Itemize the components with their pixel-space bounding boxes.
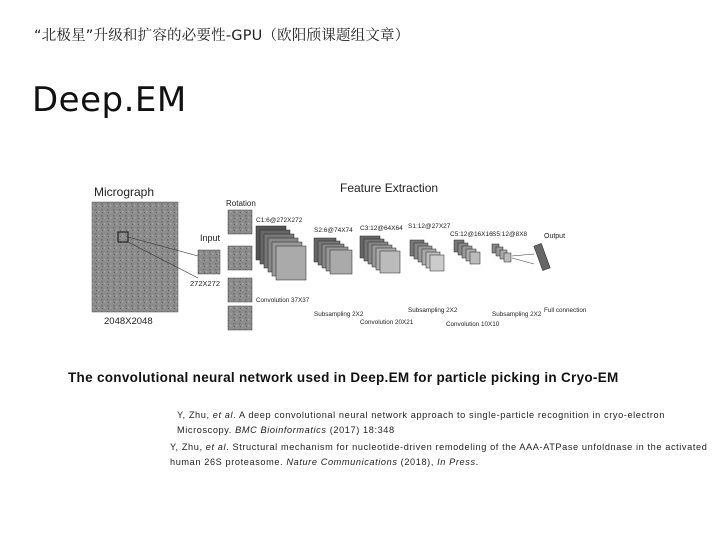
layer-stack-s4 bbox=[410, 240, 444, 271]
slide-header: “北极星”升级和扩容的必要性-GPU（欧阳颀课题组文章） bbox=[34, 28, 410, 44]
input-image bbox=[198, 250, 220, 274]
slide-title: Deep.EM bbox=[32, 80, 187, 120]
op-label-conv1: Convolution 37X37 bbox=[256, 297, 310, 304]
op-label-sub2: Subsampling 2X2 bbox=[408, 307, 458, 314]
layer-stack-c1 bbox=[256, 226, 306, 280]
input-label: Input bbox=[200, 233, 221, 243]
layer-stack-c3 bbox=[360, 236, 400, 273]
layer-label-s2: S2:6@74X74 bbox=[314, 227, 353, 234]
micrograph-size-label: 2048X2048 bbox=[104, 316, 153, 327]
op-label-full: Full connection bbox=[544, 307, 587, 314]
op-label-conv3: Convolution 10X10 bbox=[446, 321, 500, 328]
rotation-images bbox=[228, 210, 252, 330]
rotation-label: Rotation bbox=[226, 199, 256, 208]
cnn-architecture-figure bbox=[88, 178, 608, 338]
layer-label-c3: C3:12@64X64 bbox=[360, 225, 403, 232]
layer-stack-c5 bbox=[454, 240, 480, 264]
output-label: Output bbox=[544, 233, 566, 240]
output-layer bbox=[512, 243, 550, 270]
layer-stack-s2 bbox=[314, 238, 352, 274]
feature-extraction-label: Feature Extraction bbox=[340, 181, 439, 195]
figure-caption: The convolutional neural network used in Deep.EM for particle picking in Cryo-EM bbox=[68, 370, 619, 385]
layer-label-s4: S1:12@27X27 bbox=[408, 223, 451, 230]
layer-stack-s6 bbox=[492, 244, 511, 262]
layer-label-c1: C1:6@272X272 bbox=[256, 217, 303, 224]
layer-label-s6: S5:12@8X8 bbox=[492, 231, 528, 238]
input-size-label: 272X272 bbox=[190, 279, 221, 288]
layer-label-c5: C5:12@16X16 bbox=[450, 231, 493, 238]
op-label-sub3: Subsampling 2X2 bbox=[492, 311, 542, 318]
micrograph-label: Micrograph bbox=[94, 185, 155, 199]
op-label-sub1: Subsampling 2X2 bbox=[314, 311, 364, 318]
reference-2: Y, Zhu, et al. Structural mechanism for nucleotide-driven remodeling of the AAA-ATPase unfoldnase in the activated human 26S proteasome. Nature Communications (2018), In Press. bbox=[170, 442, 708, 467]
reference-1: Y, Zhu, et al. A deep convolutional neural network approach to single-particle recognition in cryo-electron Microscopy. BMC Bioinformatics (2017) 18:348 bbox=[177, 410, 665, 435]
micrograph-image bbox=[92, 202, 178, 312]
op-label-conv2: Convolution 20X21 bbox=[360, 319, 414, 326]
